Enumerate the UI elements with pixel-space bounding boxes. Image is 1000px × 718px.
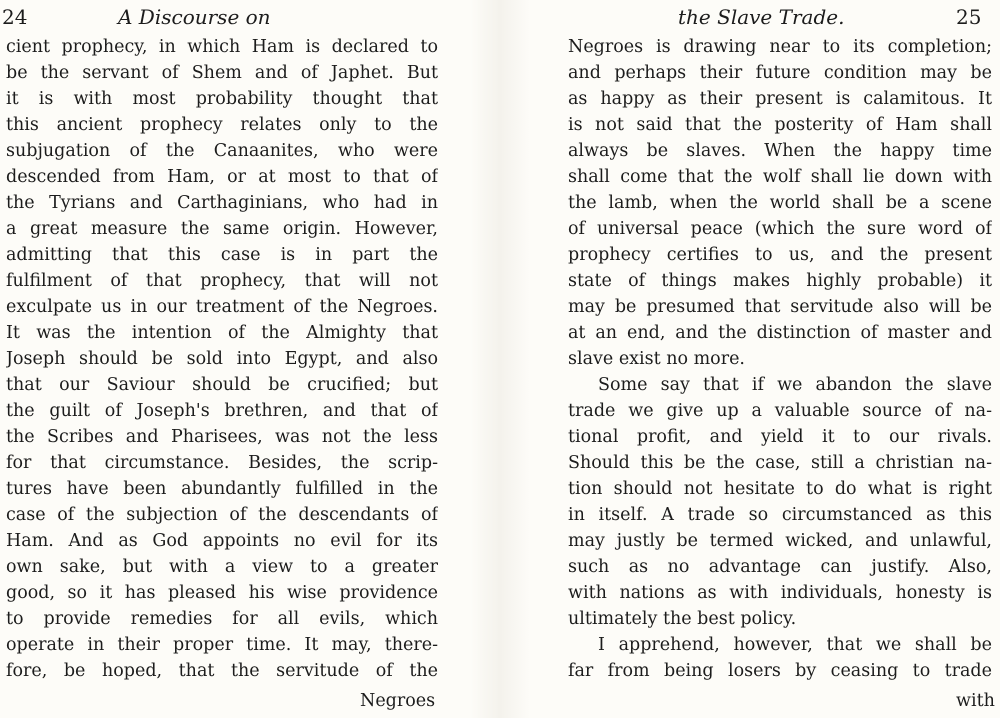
left-catchword: Negroes xyxy=(360,691,436,711)
text-line: tional profit, and yield it to our rivals. xyxy=(568,427,992,447)
text-line: admitting that this case is in part the xyxy=(6,245,438,265)
right-page xyxy=(530,0,1000,718)
text-line: tion should not hesitate to do what is right xyxy=(568,479,992,499)
text-line: at an end, and the distinction of master and xyxy=(568,323,992,343)
text-line: Ham. And as God appoints no evil for its xyxy=(6,531,438,551)
text-line: shall come that the wolf shall lie down with xyxy=(568,167,992,187)
text-line: descended from Ham, or at most to that of xyxy=(6,167,438,187)
text-line: Some say that if we abandon the slave xyxy=(598,375,992,395)
text-line: of universal peace (which the sure word of xyxy=(568,219,992,239)
text-line: always be slaves. When the happy time xyxy=(568,141,992,161)
text-line: ultimately the best policy. xyxy=(568,609,797,629)
text-line: is not said that the posterity of Ham shall xyxy=(568,115,992,135)
text-line: cient prophecy, in which Ham is declared to xyxy=(6,37,438,57)
text-line: the lamb, when the world shall be a scene xyxy=(568,193,992,213)
text-line: the Scribes and Pharisees, was not the less xyxy=(6,427,438,447)
text-line: Should this be the case, still a christian na- xyxy=(568,453,992,473)
text-line: and perhaps their future condition may be xyxy=(568,63,992,83)
text-line: with nations as with individuals, honesty is xyxy=(568,583,992,603)
text-line: slave exist no more. xyxy=(568,349,745,369)
text-line: fore, be hoped, that the servitude of the xyxy=(6,661,438,681)
text-line: the guilt of Joseph's brethren, and that of xyxy=(6,401,438,421)
text-line: state of things makes highly probable) it xyxy=(568,271,992,291)
text-line: trade we give up a valuable source of na- xyxy=(568,401,992,421)
text-line: fulfilment of that prophecy, that will not xyxy=(6,271,438,291)
text-line: that our Saviour should be crucified; but xyxy=(6,375,438,395)
text-line: good, so it has pleased his wise providence xyxy=(6,583,438,603)
text-line: may be presumed that servitude also will be xyxy=(568,297,992,317)
text-line: in itself. A trade so circumstanced as this xyxy=(568,505,992,525)
text-line: operate in their proper time. It may, there- xyxy=(6,635,438,655)
text-line: a great measure the same origin. However, xyxy=(6,219,438,239)
text-line: Joseph should be sold into Egypt, and also xyxy=(6,349,438,369)
text-line: as happy as their present is calamitous. It xyxy=(568,89,992,109)
text-line: such as no advantage can justify. Also, xyxy=(568,557,992,577)
text-line: tures have been abundantly fulfilled in the xyxy=(6,479,438,499)
text-line: It was the intention of the Almighty that xyxy=(6,323,438,343)
text-line: for that circumstance. Besides, the scrip- xyxy=(6,453,438,473)
text-line: the Tyrians and Carthaginians, who had in xyxy=(6,193,438,213)
text-line: may justly be termed wicked, and unlawful, xyxy=(568,531,992,551)
right-page-number: 25 xyxy=(956,5,982,29)
left-page-number: 24 xyxy=(2,5,28,29)
text-line: Negroes is drawing near to its completion; xyxy=(568,37,992,57)
left-running-title: A Discourse on xyxy=(118,5,271,29)
text-line: this ancient prophecy relates only to the xyxy=(6,115,438,135)
right-page-text xyxy=(568,34,992,684)
text-line: prophecy certifies to us, and the present xyxy=(568,245,992,265)
text-line: it is with most probability thought that xyxy=(6,89,438,109)
text-line: far from being losers by ceasing to trade xyxy=(568,661,992,681)
left-page-text xyxy=(6,34,438,684)
text-line: own sake, but with a view to a greater xyxy=(6,557,438,577)
text-line: be the servant of Shem and of Japhet. But xyxy=(6,63,438,83)
text-line: subjugation of the Canaanites, who were xyxy=(6,141,438,161)
right-catchword: with xyxy=(956,691,995,711)
right-running-title: the Slave Trade. xyxy=(678,5,845,29)
text-line: to provide remedies for all evils, which xyxy=(6,609,438,629)
text-line: case of the subjection of the descendants of xyxy=(6,505,438,525)
text-line: I apprehend, however, that we shall be xyxy=(598,635,992,655)
text-line: exculpate us in our treatment of the Negroes. xyxy=(6,297,438,317)
book-gutter xyxy=(470,0,530,718)
left-page xyxy=(0,0,470,718)
